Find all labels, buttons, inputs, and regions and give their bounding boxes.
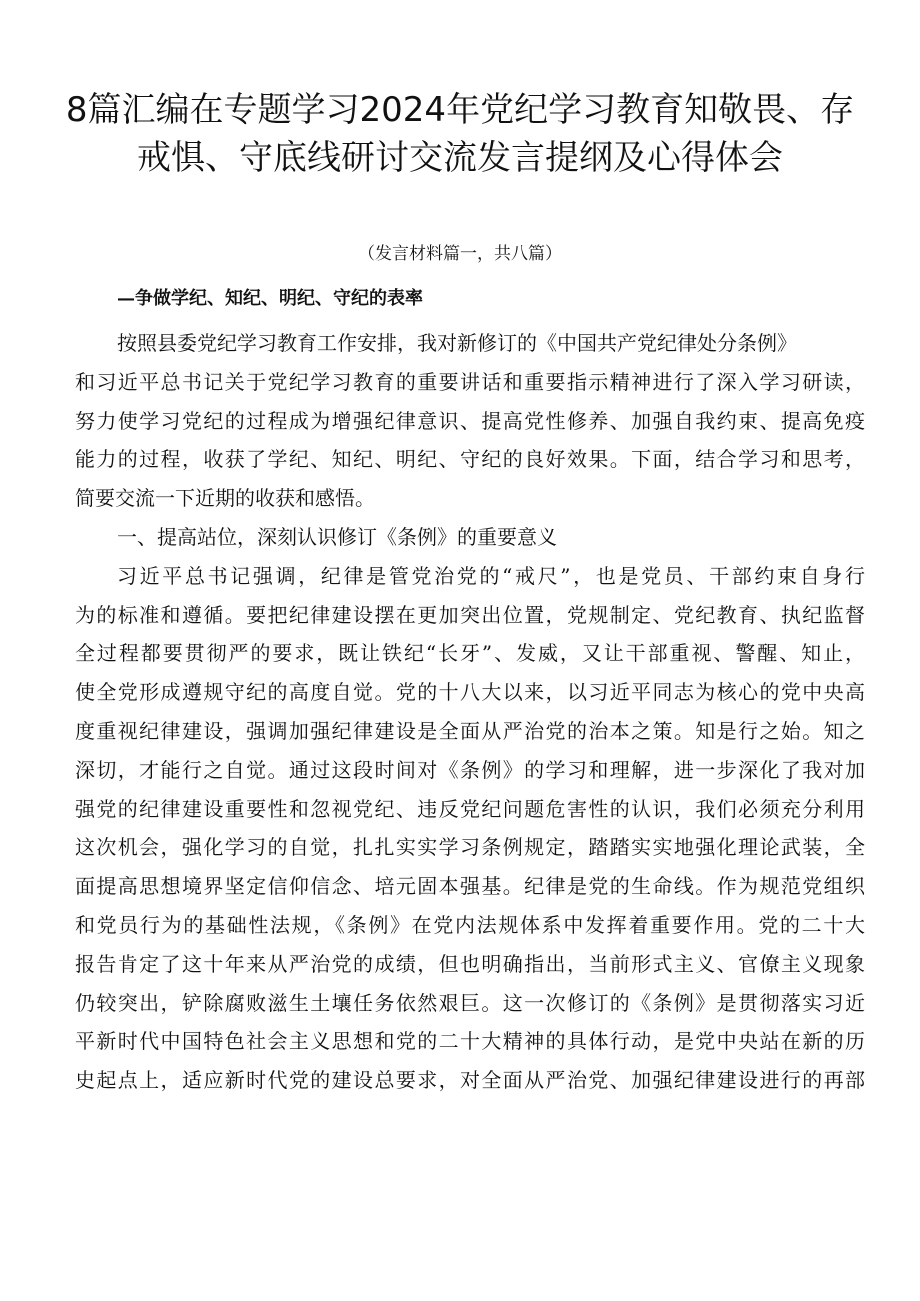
body-line: 度重视纪律建设，强调加强纪律建设是全面从严治党的治本之策。知是行之始。知之	[75, 718, 865, 743]
body-line: 按照县委党纪学习教育工作安排，我对新修订的《中国共产党纪律处分条例》	[117, 331, 797, 355]
body-line: 面提高思想境界坚定信仰信念、培元固本强基。纪律是党的生命线。作为规范党组织	[75, 874, 865, 899]
body-line: 能力的过程，收获了学纪、知纪、明纪、守纪的良好效果。下面，结合学习和思考，	[75, 447, 865, 472]
body-line: 努力使学习党纪的过程成为增强纪律意识、提高党性修养、加强自我约束、提高免疫	[75, 408, 865, 433]
body-line: 简要交流一下近期的收获和感悟。	[75, 486, 375, 511]
body-line: 为的标准和遵循。要把纪律建设摆在更加突出位置，党规制定、党纪教育、执纪监督	[75, 602, 865, 627]
title-line-1: 8篇汇编在专题学习2024年党纪学习教育知敬畏、存	[65, 90, 855, 130]
body-line: 深切，才能行之自觉。通过这段时间对《条例》的学习和理解，进一步深化了我对加	[75, 757, 865, 782]
body-line: 强党的纪律建设重要性和忽视党纪、违反党纪问题危害性的认识，我们必须充分利用	[75, 796, 865, 821]
body-line: 史起点上，适应新时代党的建设总要求，对全面从严治党、加强纪律建设进行的再部	[75, 1068, 865, 1093]
document-subtitle: （发言材料篇一，共八篇）	[358, 244, 562, 264]
body-line: 全过程都要贯彻严的要求，既让铁纪“长牙”、发威，又让干部重视、警醒、知止，	[75, 641, 865, 666]
body-line: 平新时代中国特色社会主义思想和党的二十大精神的具体行动，是党中央站在新的历	[75, 1029, 865, 1054]
section-heading: —争做学纪、知纪、明纪、守纪的表率	[117, 288, 423, 309]
body-line: 这次机会，强化学习的自觉，扎扎实实学习条例规定，踏踏实实地强化理论武装，全	[75, 835, 865, 860]
title-line-2: 戒惧、守底线研讨交流发言提纲及心得体会	[137, 138, 783, 178]
body-line: 使全党形成遵规守纪的高度自觉。党的十八大以来，以习近平同志为核心的党中央高	[75, 680, 865, 705]
body-line: 报告肯定了这十年来从严治党的成绩，但也明确指出，当前形式主义、官僚主义现象	[75, 951, 865, 976]
body-line: 和党员行为的基础性法规，《条例》在党内法规体系中发挥着重要作用。党的二十大	[75, 912, 865, 937]
section-subheading: 一、提高站位，深刻认识修订《条例》的重要意义	[117, 524, 557, 549]
document-title	[60, 86, 860, 182]
document-body	[75, 324, 865, 1100]
body-line: 和习近平总书记关于党纪学习教育的重要讲话和重要指示精神进行了深入学习研读，	[75, 369, 865, 394]
body-line: 仍较突出，铲除腐败滋生土壤任务依然艰巨。这一次修订的《条例》是贯彻落实习近	[75, 990, 865, 1015]
body-line: 习近平总书记强调，纪律是管党治党的“戒尺”，也是党员、干部约束自身行	[117, 563, 865, 588]
